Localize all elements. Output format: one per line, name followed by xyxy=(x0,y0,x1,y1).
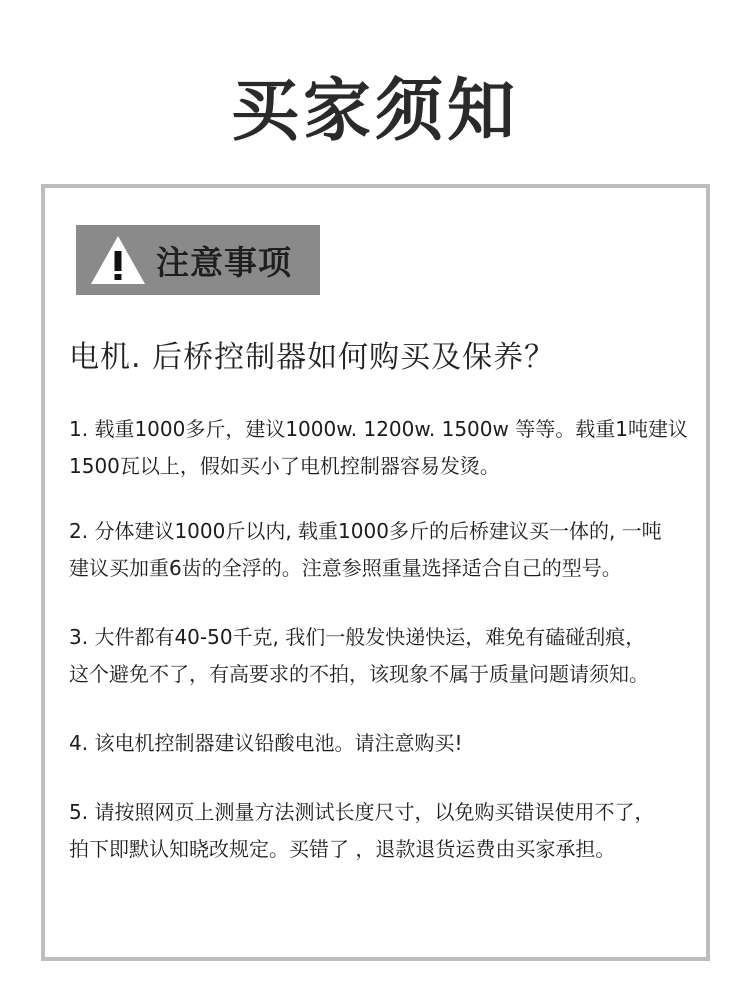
item-line: 2. 分体建议1000斤以内, 载重1000多斤的后桥建议买一体的, 一吨 xyxy=(69,519,662,543)
item-line: 5. 请按照网页上测量方法测试长度尺寸，以免购买错误使用不了， xyxy=(69,800,655,824)
item-line: 4. 该电机控制器建议铅酸电池。请注意购买! xyxy=(69,731,463,755)
notice-box xyxy=(41,184,710,961)
item-line: 1500瓦以上，假如买小了电机控制器容易发烫。 xyxy=(69,454,500,478)
notice-banner xyxy=(76,225,320,295)
notice-item-1 xyxy=(69,411,705,485)
item-line: 建议买加重6齿的全浮的。注意参照重量选择适合自己的型号。 xyxy=(69,556,622,580)
notice-item-5 xyxy=(69,794,705,868)
notice-item-3 xyxy=(69,619,705,693)
warning-icon xyxy=(89,234,147,286)
item-line: 3. 大件都有40-50千克, 我们一般发快递快运，难免有磕碰刮痕， xyxy=(69,625,646,649)
notice-item-4 xyxy=(69,725,705,762)
question-heading: 电机. 后桥控制器如何购买及保养？ xyxy=(69,340,556,375)
page-title: 买家须知 xyxy=(230,72,519,151)
item-line: 这个避免不了，有高要求的不拍，该现象不属于质量问题请须知。 xyxy=(69,662,649,686)
item-line: 拍下即默认知晓改规定。买错了 ，退款退货运费由买家承担。 xyxy=(69,837,616,861)
banner-label: 注意事项 xyxy=(156,242,292,282)
notice-item-2 xyxy=(69,513,705,587)
item-line: 1. 载重1000多斤，建议1000w. 1200w. 1500w 等等。载重1吨建议 xyxy=(69,417,688,441)
